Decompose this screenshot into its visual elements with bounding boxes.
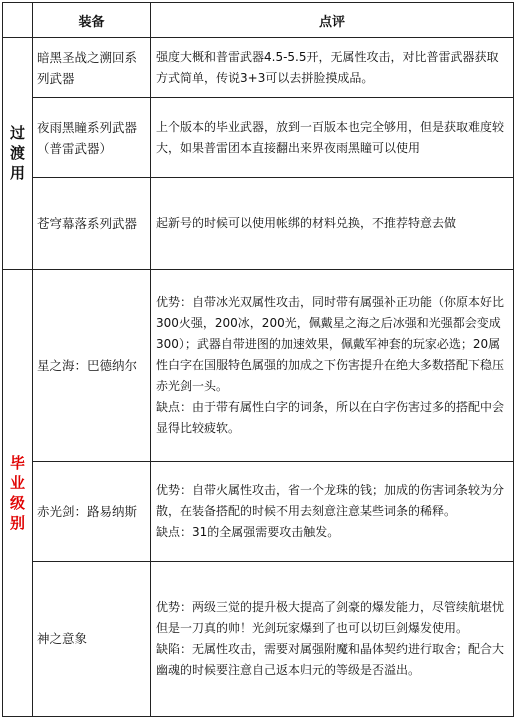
table-row [3,462,514,561]
category-transition [3,38,33,270]
table-row [3,561,514,716]
comment-text: 缺点：由于带有属性白字的词条，所以在白字伤害过多的搭配中会显得比较疲软。 [156,399,505,435]
equipment-name: 赤光剑：路易纳斯 [33,462,151,561]
comment-cell [151,98,514,178]
comment-cell [151,462,514,561]
comment-text: 缺点：31的全属强需要攻击触发。 [156,524,340,539]
comment-text: 优势：自带冰光双属性攻击，同时带有属强补正功能（你原本好比300火强，200冰，200光，佩戴星之海之后冰强和光强都会变成300）；武器自带进图的加速效果，佩戴军神套的玩家必选；20属性白字在国服特色属强的加成之下伤害提升在绝大多数搭配下稳压赤光剑一头。 [156,294,505,393]
header-row [3,3,514,38]
comment-cell [151,178,514,269]
comment-text: 优势：自带火属性攻击，省一个龙珠的钱；加成的伤害词条较为分散，在装备搭配的时候不用去刻意注意某些词条的稀释。 [156,482,505,518]
table-row [3,98,514,178]
table-row [3,38,514,98]
table-row [3,269,514,462]
category-label: 毕业级别 [9,453,25,532]
comment-text: 缺陷：无属性攻击，需要对属强附魔和晶体契约进行取舍；配合大幽魂的时候要注意自己返本归元的等级是否溢出。 [156,641,505,677]
equipment-name: 夜雨黑瞳系列武器（普雷武器） [33,98,151,178]
equipment-name: 星之海：巴德纳尔 [33,269,151,462]
equipment-name: 苍穹幕落系列武器 [33,178,151,269]
header-equipment: 装备 [33,3,151,38]
comment-text: 起新号的时候可以使用帐绑的材料兑换，不推荐特意去做 [156,216,457,231]
comment-text: 优势：两级三觉的提升极大提高了剑豪的爆发能力，尽管续航堪忧但是一刀真的帅！光剑玩家爆到了也可以切巨剑爆发使用。 [156,599,505,635]
category-endgame [3,269,33,716]
comment-text: 上个版本的毕业武器，放到一百版本也完全够用，但是获取难度较大，如果普雷团本直接翻出来界夜雨黑瞳可以使用 [156,119,505,155]
equipment-name: 神之意象 [33,561,151,716]
equipment-name: 暗黑圣战之溯回系列武器 [33,38,151,98]
comment-cell [151,38,514,98]
category-label: 过渡用 [9,124,25,183]
table-row [3,178,514,269]
comment-cell [151,269,514,462]
comment-text: 强度大概和普雷武器4.5-5.5开，无属性攻击，对比普雷武器获取方式简单，传说3+3可以去拼脸摸成品。 [156,49,499,85]
comment-cell [151,561,514,716]
equipment-table [2,2,514,717]
header-category [3,3,33,38]
header-comment: 点评 [151,3,514,38]
